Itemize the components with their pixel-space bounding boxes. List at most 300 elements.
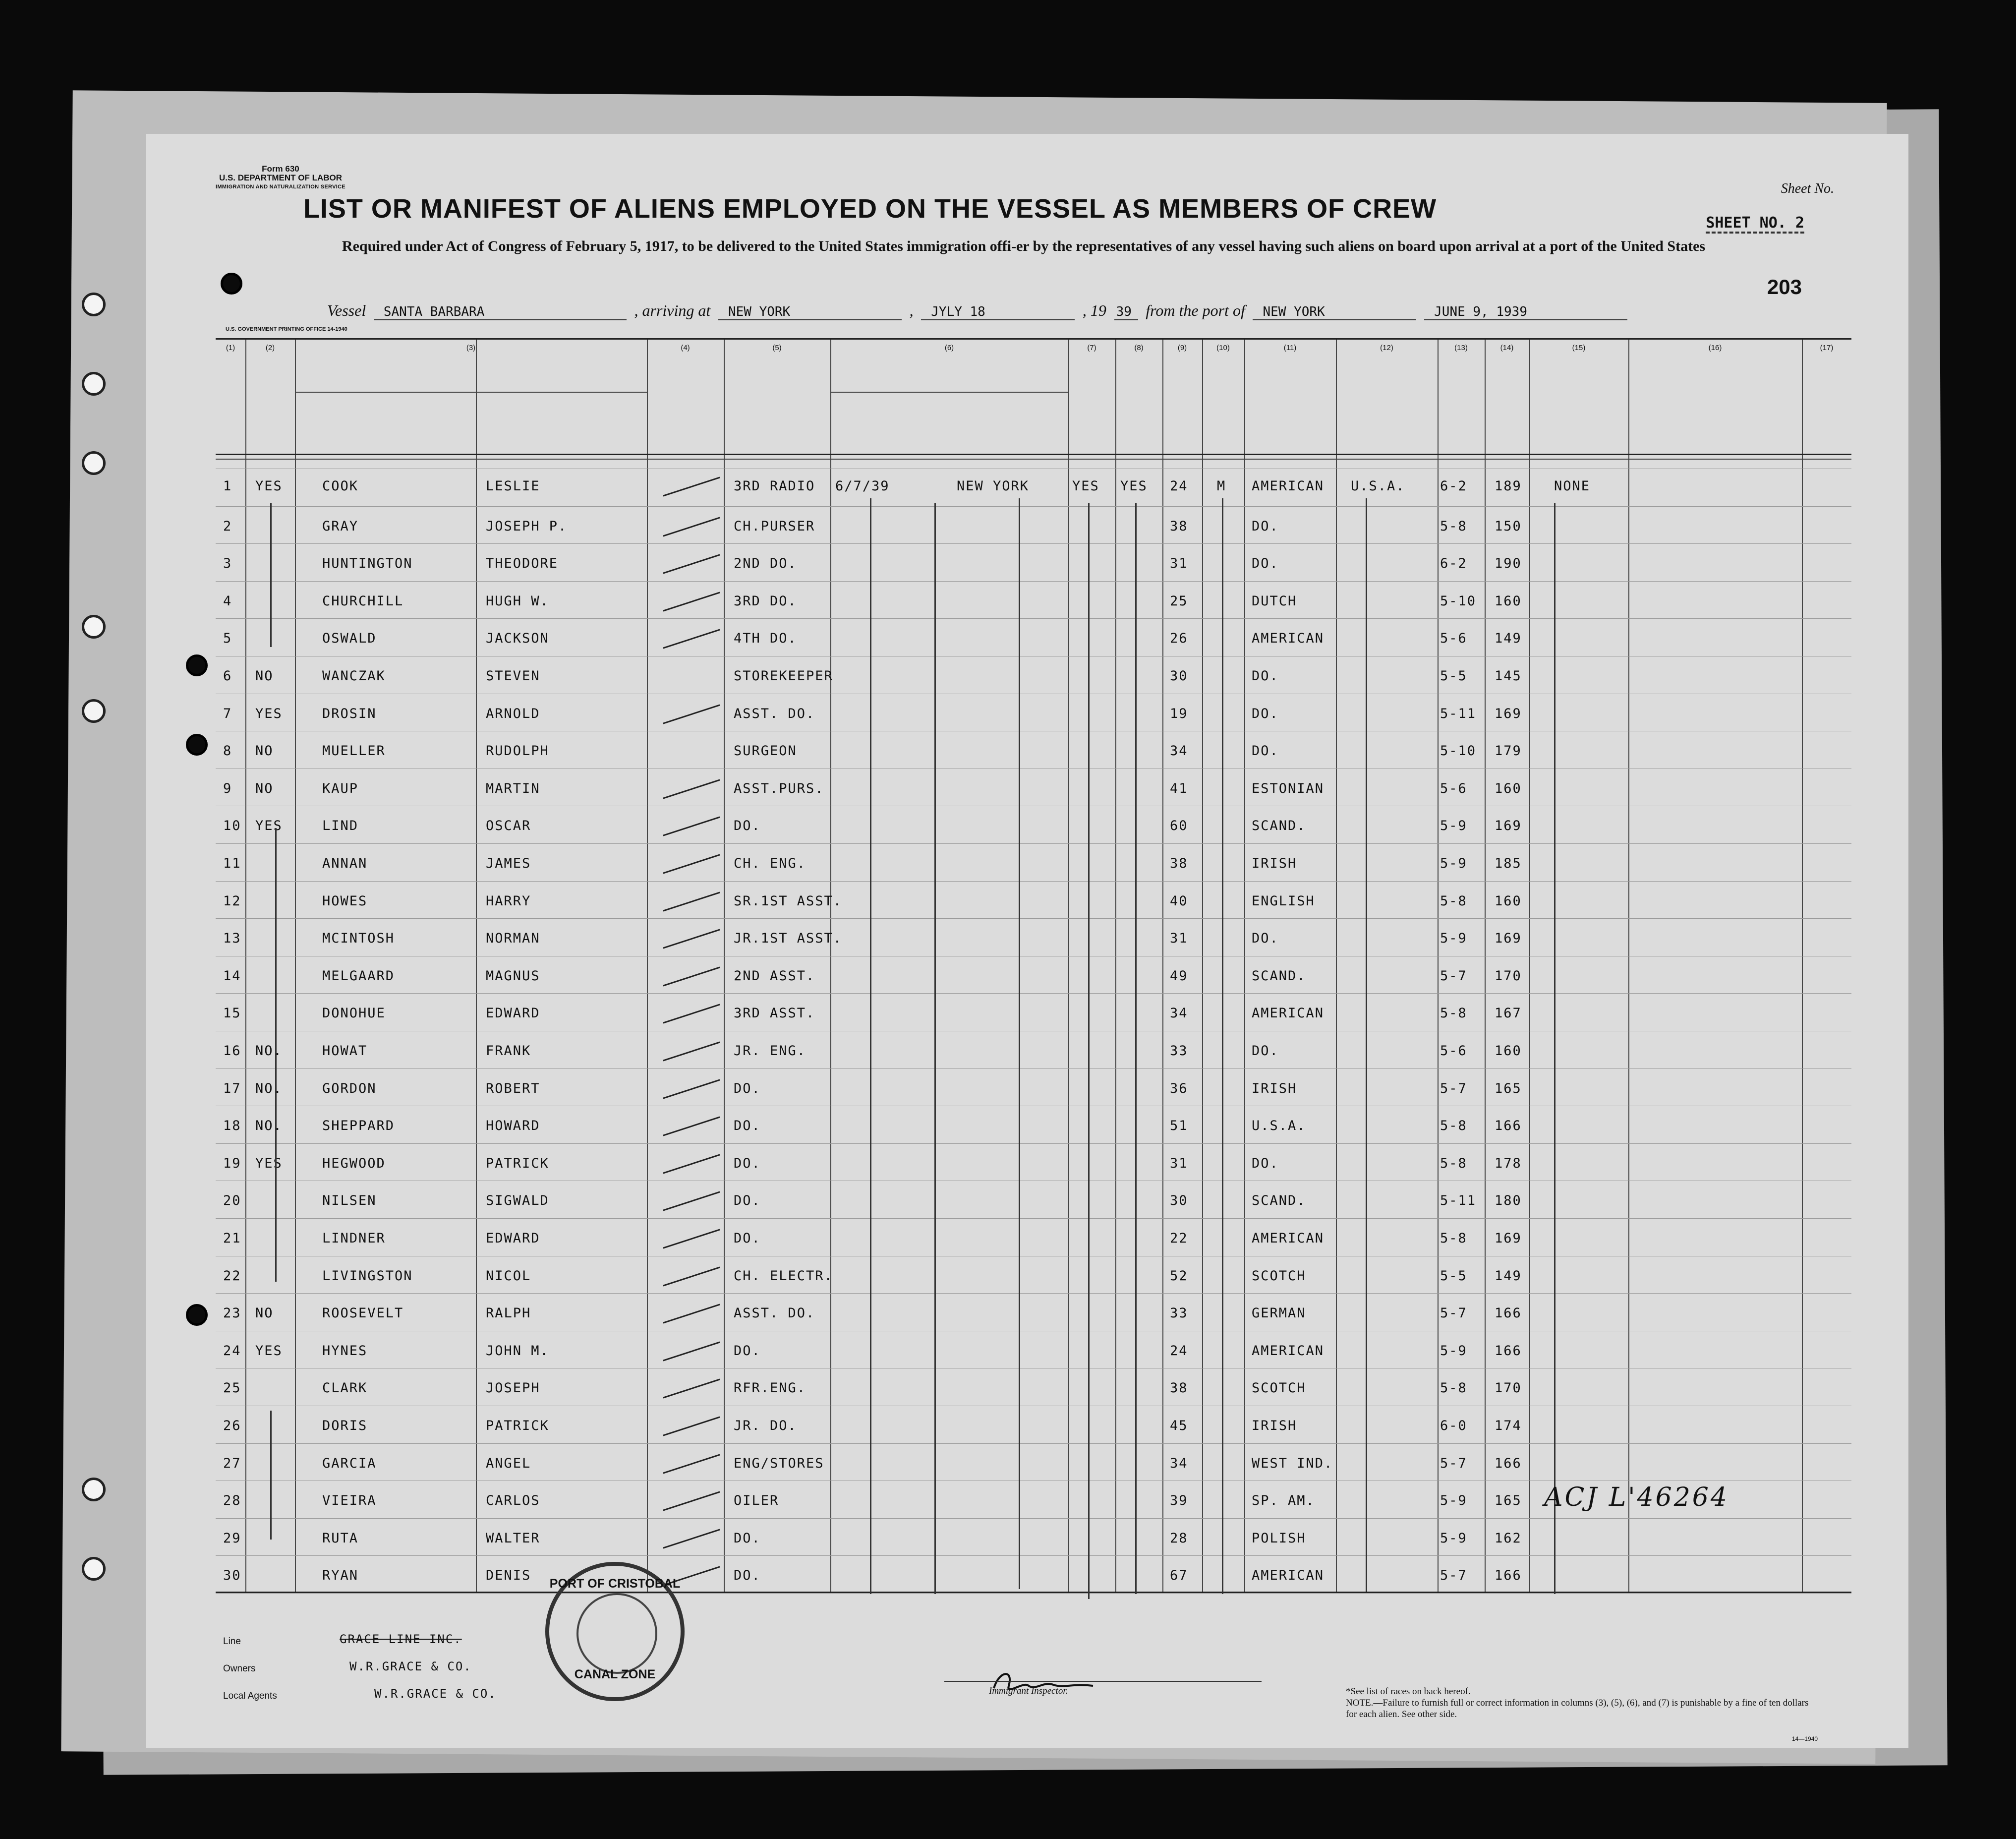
- inspector-label: Immigrant Inspector.: [989, 1686, 1068, 1696]
- column-rule: [1438, 340, 1439, 1592]
- stamp-top-text: PORT OF CRISTOBAL: [549, 1577, 681, 1591]
- cell-family-name: WANCZAK: [322, 668, 386, 684]
- cell-height: 5-7: [1440, 1568, 1467, 1584]
- cell-given-name: EDWARD: [486, 1006, 540, 1021]
- cell-age: 31: [1170, 556, 1188, 572]
- cell-able-to-read: YES: [1120, 478, 1148, 494]
- cell-age: 34: [1170, 1006, 1188, 1021]
- cell-race: ESTONIAN: [1252, 780, 1325, 796]
- service-checkmark: [663, 1042, 720, 1062]
- service-checkmark: [663, 1341, 720, 1361]
- cell-height: 5-9: [1440, 1493, 1467, 1509]
- column-rule: [830, 340, 831, 1592]
- cell-position: ASST.PURS.: [734, 780, 824, 796]
- row-rule: [216, 506, 1851, 507]
- column-rule: [1068, 340, 1069, 1592]
- cell-row-number: 5: [223, 631, 232, 647]
- cell-given-name: LESLIE: [486, 478, 540, 494]
- cell-race: AMERICAN: [1252, 1231, 1325, 1246]
- row-rule: [216, 881, 1851, 882]
- cell-family-name: LIVINGSTON: [322, 1268, 413, 1284]
- cell-weight: 169: [1495, 931, 1522, 947]
- column-rule: [476, 340, 477, 1592]
- cell-previous-voyage: NO: [255, 743, 274, 759]
- sheet-number: SHEET NO. 2: [1706, 214, 1804, 234]
- cell-race: AMERICAN: [1252, 631, 1325, 647]
- cell-previous-voyage: YES: [255, 706, 283, 721]
- cell-race: SP. AM.: [1252, 1493, 1315, 1509]
- cell-family-name: RYAN: [322, 1568, 359, 1584]
- crew-table: [216, 338, 1851, 1593]
- column-number: (15): [1572, 344, 1586, 352]
- arrival-year: 39: [1114, 304, 1138, 320]
- service-checkmark: [663, 554, 720, 574]
- cell-shipped-when: 6/7/39: [835, 478, 890, 494]
- cell-position: CH.PURSER: [734, 518, 815, 534]
- cell-race: DO.: [1252, 743, 1279, 759]
- manifest-page: [146, 134, 1908, 1748]
- cell-age: 41: [1170, 780, 1188, 796]
- cell-row-number: 18: [223, 1118, 241, 1134]
- cell-height: 5-8: [1440, 1380, 1467, 1396]
- year-label: , 19: [1082, 301, 1106, 319]
- punch-hole: [82, 1478, 106, 1501]
- cell-given-name: JOHN M.: [486, 1343, 549, 1359]
- form-number: Form 630: [262, 164, 299, 174]
- cell-row-number: 3: [223, 556, 232, 572]
- cell-age: 19: [1170, 706, 1188, 721]
- cell-family-name: GRAY: [322, 518, 359, 534]
- column-rule: [724, 340, 725, 1592]
- cell-position: JR. DO.: [734, 1418, 797, 1433]
- cell-weight: 170: [1495, 1380, 1522, 1396]
- cell-weight: 166: [1495, 1568, 1522, 1584]
- cell-age: 26: [1170, 631, 1188, 647]
- page-subtitle: Required under Act of Congress of February 5, 1917, to be delivered to the United States immigration offi-er by the representatives of any vessel having such aliens on board upon arrival at a port of the United States: [342, 238, 1706, 254]
- line-label: Line: [223, 1636, 241, 1647]
- cell-height: 5-8: [1440, 1231, 1467, 1246]
- column-number: (13): [1454, 344, 1468, 352]
- footnote-races: *See list of races on back hereof.: [1346, 1686, 1471, 1697]
- row-rule: [216, 581, 1851, 582]
- cell-given-name: ANGEL: [486, 1455, 531, 1471]
- column-number: (4): [681, 344, 690, 352]
- cell-given-name: PATRICK: [486, 1155, 549, 1171]
- cell-height: 5-7: [1440, 1080, 1467, 1096]
- cell-age: 34: [1170, 743, 1188, 759]
- cell-family-name: GARCIA: [322, 1455, 377, 1471]
- punch-hole: [82, 1557, 106, 1581]
- cell-race: SCAND.: [1252, 1193, 1306, 1209]
- cell-position: DO.: [734, 1568, 761, 1584]
- column-number: (1): [226, 344, 235, 352]
- cell-previous-voyage: NO: [255, 780, 274, 796]
- cell-race: AMERICAN: [1252, 1343, 1325, 1359]
- service: IMMIGRATION AND NATURALIZATION SERVICE: [216, 184, 346, 190]
- cell-row-number: 8: [223, 743, 232, 759]
- cell-family-name: MCINTOSH: [322, 931, 395, 947]
- cell-row-number: 13: [223, 931, 241, 947]
- cell-family-name: VIEIRA: [322, 1493, 377, 1509]
- corner-code: 14—1940: [1792, 1735, 1818, 1742]
- cell-row-number: 20: [223, 1193, 241, 1209]
- cell-previous-voyage: NO.: [255, 1080, 283, 1096]
- cell-weight: 169: [1495, 1231, 1522, 1246]
- cell-race: DO.: [1252, 556, 1279, 572]
- agents-value: W.R.GRACE & CO.: [374, 1687, 497, 1701]
- cell-given-name: ARNOLD: [486, 706, 540, 721]
- cell-row-number: 16: [223, 1043, 241, 1059]
- cell-race: DO.: [1252, 706, 1279, 721]
- footnotes: [1346, 1686, 1822, 1720]
- cell-row-number: 10: [223, 818, 241, 834]
- cell-family-name: DROSIN: [322, 706, 377, 721]
- header-rule: [216, 454, 1851, 455]
- cell-height: 5-5: [1440, 1268, 1467, 1284]
- cell-height: 5-7: [1440, 1455, 1467, 1471]
- cell-row-number: 26: [223, 1418, 241, 1433]
- cell-height: 5-10: [1440, 743, 1477, 759]
- cell-race: IRISH: [1252, 856, 1297, 871]
- cell-position: OILER: [734, 1493, 779, 1509]
- cell-age: 30: [1170, 1193, 1188, 1209]
- cell-position: CH. ELECTR.: [734, 1268, 833, 1284]
- cell-row-number: 28: [223, 1493, 241, 1509]
- cell-given-name: FRANK: [486, 1043, 531, 1059]
- punch-hole: [82, 699, 106, 723]
- cell-height: 5-8: [1440, 518, 1467, 534]
- owners-value: W.R.GRACE & CO.: [349, 1660, 472, 1673]
- cell-position: SR.1ST ASST.: [734, 893, 843, 909]
- cell-previous-voyage: YES: [255, 478, 283, 494]
- cell-position: DO.: [734, 818, 761, 834]
- cell-row-number: 29: [223, 1530, 241, 1546]
- cell-given-name: JAMES: [486, 856, 531, 871]
- cell-height: 5-6: [1440, 780, 1467, 796]
- cell-family-name: DONOHUE: [322, 1006, 386, 1021]
- row-rule: [216, 843, 1851, 844]
- departure-port: NEW YORK: [1253, 304, 1416, 320]
- ditto-mark: [1088, 503, 1090, 1599]
- cell-position: 2ND ASST.: [734, 968, 815, 984]
- cell-weight: 145: [1495, 668, 1522, 684]
- column-rule: [1485, 340, 1486, 1592]
- row-rule: [216, 1068, 1851, 1069]
- ditto-mark: [1135, 503, 1137, 1594]
- cell-given-name: MARTIN: [486, 780, 540, 796]
- service-checkmark: [663, 854, 720, 874]
- agents-label: Local Agents: [223, 1691, 277, 1701]
- cell-weight: 165: [1495, 1080, 1522, 1096]
- column-number: (8): [1134, 344, 1144, 352]
- service-checkmark: [663, 1417, 720, 1436]
- cell-race: SCAND.: [1252, 968, 1306, 984]
- cell-age: 38: [1170, 1380, 1188, 1396]
- service-checkmark: [663, 966, 720, 986]
- column-rule: [1628, 340, 1629, 1592]
- cell-height: 5-10: [1440, 593, 1477, 609]
- cell-family-name: NILSEN: [322, 1193, 377, 1209]
- cell-family-name: LIND: [322, 818, 359, 834]
- name-subrule: [295, 392, 647, 393]
- cell-race: WEST IND.: [1252, 1455, 1333, 1471]
- cell-given-name: DENIS: [486, 1568, 531, 1584]
- cell-weight: 185: [1495, 856, 1522, 871]
- cell-position: 3RD ASST.: [734, 1006, 815, 1021]
- vessel-line: Vessel SANTA BARBARA , arriving at NEW YORK , JYLY 18 , 19 39 from the port of NEW YORK JUNE 9, 1939: [327, 301, 1627, 320]
- cell-age: 31: [1170, 931, 1188, 947]
- service-checkmark: [663, 1454, 720, 1474]
- row-rule: [216, 1443, 1851, 1444]
- column-number: (11): [1283, 344, 1297, 352]
- cell-height: 6-2: [1440, 556, 1467, 572]
- cell-sex: M: [1217, 478, 1226, 494]
- cell-weight: 190: [1495, 556, 1522, 572]
- column-rule: [295, 340, 296, 1592]
- cell-height: 5-9: [1440, 1343, 1467, 1359]
- cell-age: 34: [1170, 1455, 1188, 1471]
- ditto-mark: [275, 828, 277, 1282]
- cell-weight: 160: [1495, 1043, 1522, 1059]
- cell-weight: 169: [1495, 818, 1522, 834]
- cell-position: DO.: [734, 1118, 761, 1134]
- service-checkmark: [663, 1191, 720, 1211]
- cell-weight: 180: [1495, 1193, 1522, 1209]
- column-number: (10): [1216, 344, 1230, 352]
- cell-row-number: 19: [223, 1155, 241, 1171]
- cell-height: 5-8: [1440, 893, 1467, 909]
- cell-race: IRISH: [1252, 1080, 1297, 1096]
- cell-age: 38: [1170, 856, 1188, 871]
- cell-family-name: HEGWOOD: [322, 1155, 386, 1171]
- cell-race: U.S.A.: [1252, 1118, 1306, 1134]
- cell-position: JR.1ST ASST.: [734, 931, 843, 947]
- cell-position: 3RD RADIO: [734, 478, 815, 494]
- cell-given-name: SIGWALD: [486, 1193, 549, 1209]
- cell-row-number: 7: [223, 706, 232, 721]
- ditto-mark: [1366, 498, 1367, 1592]
- header-rule: [216, 459, 1851, 460]
- service-checkmark: [663, 477, 720, 497]
- cell-family-name: KAUP: [322, 780, 359, 796]
- service-checkmark: [663, 1079, 720, 1099]
- cell-race: IRISH: [1252, 1418, 1297, 1433]
- cell-position: RFR.ENG.: [734, 1380, 806, 1396]
- column-rule: [1802, 340, 1803, 1592]
- service-checkmark: [663, 1491, 720, 1511]
- cell-row-number: 24: [223, 1343, 241, 1359]
- cell-family-name: MUELLER: [322, 743, 386, 759]
- cell-age: 67: [1170, 1568, 1188, 1584]
- cell-position: DO.: [734, 1155, 761, 1171]
- cell-family-name: GORDON: [322, 1080, 377, 1096]
- cell-age: 31: [1170, 1155, 1188, 1171]
- cell-race: SCOTCH: [1252, 1268, 1306, 1284]
- service-checkmark: [663, 1004, 720, 1024]
- cell-position: 4TH DO.: [734, 631, 797, 647]
- cell-age: 22: [1170, 1231, 1188, 1246]
- cell-given-name: HOWARD: [486, 1118, 540, 1134]
- cell-position: 2ND DO.: [734, 556, 797, 572]
- service-checkmark: [663, 1154, 720, 1174]
- cell-height: 5-8: [1440, 1006, 1467, 1021]
- cell-race: AMERICAN: [1252, 1006, 1325, 1021]
- cell-height: 6-2: [1440, 478, 1467, 494]
- owners-label: Owners: [223, 1663, 256, 1674]
- cell-given-name: ROBERT: [486, 1080, 540, 1096]
- cell-given-name: OSCAR: [486, 818, 531, 834]
- cell-family-name: ROOSEVELT: [322, 1305, 404, 1321]
- column-rule: [647, 340, 648, 1592]
- cell-position: DO.: [734, 1530, 761, 1546]
- cell-height: 5-11: [1440, 1193, 1477, 1209]
- departure-date: JUNE 9, 1939: [1424, 304, 1627, 320]
- arriving-label: , arriving at: [634, 301, 711, 319]
- column-number: (6): [944, 344, 954, 352]
- ditto-mark: [934, 503, 936, 1594]
- ditto-mark: [1019, 498, 1020, 1589]
- cell-family-name: MELGAARD: [322, 968, 395, 984]
- service-checkmark: [663, 592, 720, 611]
- cell-row-number: 11: [223, 856, 241, 871]
- cell-position: SURGEON: [734, 743, 797, 759]
- handwritten-number: ACJ L'46264: [1544, 1483, 1729, 1512]
- printer-line: U.S. GOVERNMENT PRINTING OFFICE 14-1940: [226, 326, 347, 332]
- punch-hole: [82, 615, 106, 639]
- column-rule: [1529, 340, 1530, 1592]
- service-checkmark: [663, 517, 720, 536]
- cell-age: 36: [1170, 1080, 1188, 1096]
- service-checkmark: [663, 891, 720, 911]
- cell-race: SCAND.: [1252, 818, 1306, 834]
- cell-weight: 174: [1495, 1418, 1522, 1433]
- cell-to-be-discharged: YES: [1072, 478, 1099, 494]
- page-title: LIST OR MANIFEST OF ALIENS EMPLOYED ON THE VESSEL AS MEMBERS OF CREW: [303, 194, 1437, 224]
- cell-race: GERMAN: [1252, 1305, 1306, 1321]
- stamp-inner-ring: [576, 1593, 657, 1674]
- service-checkmark: [663, 1529, 720, 1548]
- cell-weight: 149: [1495, 631, 1522, 647]
- cell-family-name: SHEPPARD: [322, 1118, 395, 1134]
- row-rule: [216, 1518, 1851, 1519]
- cell-position: 3RD DO.: [734, 593, 797, 609]
- column-number: (3): [466, 344, 476, 352]
- cell-row-number: 21: [223, 1231, 241, 1246]
- cell-given-name: EDWARD: [486, 1231, 540, 1246]
- cell-height: 5-9: [1440, 818, 1467, 834]
- ditto-mark: [270, 503, 272, 647]
- cell-given-name: HUGH W.: [486, 593, 549, 609]
- cell-race: DO.: [1252, 1043, 1279, 1059]
- column-rule: [1244, 340, 1245, 1592]
- cell-row-number: 22: [223, 1268, 241, 1284]
- row-rule: [216, 1218, 1851, 1219]
- sheet-label: Sheet No.: [1781, 181, 1834, 196]
- cell-height: 5-9: [1440, 931, 1467, 947]
- cell-given-name: NICOL: [486, 1268, 531, 1284]
- column-number: (17): [1820, 344, 1834, 352]
- cell-weight: 165: [1495, 1493, 1522, 1509]
- cell-age: 24: [1170, 478, 1188, 494]
- cell-height: 5-7: [1440, 968, 1467, 984]
- arrival-date: JYLY 18: [921, 304, 1075, 320]
- cell-height: 6-0: [1440, 1418, 1467, 1433]
- cell-weight: 160: [1495, 593, 1522, 609]
- page-number: 203: [1767, 275, 1802, 298]
- cell-weight: 178: [1495, 1155, 1522, 1171]
- ditto-mark: [870, 498, 871, 1594]
- cell-height: 5-6: [1440, 631, 1467, 647]
- cell-previous-voyage: NO: [255, 668, 274, 684]
- cell-weight: 179: [1495, 743, 1522, 759]
- cell-row-number: 6: [223, 668, 232, 684]
- cell-previous-voyage: YES: [255, 1343, 283, 1359]
- ditto-mark: [1554, 503, 1555, 1594]
- row-rule: [216, 918, 1851, 919]
- cell-family-name: HOWES: [322, 893, 368, 909]
- cell-weight: 169: [1495, 706, 1522, 721]
- cell-given-name: RUDOLPH: [486, 743, 549, 759]
- cell-row-number: 23: [223, 1305, 241, 1321]
- row-rule: [216, 1293, 1851, 1294]
- cell-height: 5-6: [1440, 1043, 1467, 1059]
- cell-previous-voyage: NO.: [255, 1118, 283, 1134]
- form-identifier: [216, 165, 346, 191]
- cell-weight: 170: [1495, 968, 1522, 984]
- cell-position: DO.: [734, 1080, 761, 1096]
- column-number: (2): [265, 344, 275, 352]
- cell-row-number: 9: [223, 780, 232, 796]
- column-number: (16): [1708, 344, 1722, 352]
- cell-family-name: DORIS: [322, 1418, 368, 1433]
- cell-weight: 160: [1495, 780, 1522, 796]
- cell-position: JR. ENG.: [734, 1043, 806, 1059]
- cell-age: 24: [1170, 1343, 1188, 1359]
- service-checkmark: [663, 1229, 720, 1249]
- punch-hole: [82, 372, 106, 396]
- cell-family-name: HYNES: [322, 1343, 368, 1359]
- column-number: (12): [1380, 344, 1393, 352]
- cell-previous-voyage: NO: [255, 1305, 274, 1321]
- row-rule: [216, 618, 1851, 619]
- cell-given-name: JOSEPH: [486, 1380, 540, 1396]
- row-rule: [216, 543, 1851, 544]
- cell-race: POLISH: [1252, 1530, 1306, 1546]
- punch-hole: [82, 451, 106, 475]
- column-rule: [1162, 340, 1163, 1592]
- cell-weight: 162: [1495, 1530, 1522, 1546]
- cell-age: 28: [1170, 1530, 1188, 1546]
- cell-family-name: RUTA: [322, 1530, 359, 1546]
- cell-shipped-where: NEW YORK: [957, 478, 1030, 494]
- cell-race: AMERICAN: [1252, 1568, 1325, 1584]
- cell-previous-voyage: NO.: [255, 1043, 283, 1059]
- cell-age: 33: [1170, 1305, 1188, 1321]
- cell-position: ASST. DO.: [734, 1305, 815, 1321]
- cell-physical-marks: NONE: [1554, 478, 1591, 494]
- row-rule: [216, 1593, 1851, 1594]
- cell-given-name: STEVEN: [486, 668, 540, 684]
- cell-age: 39: [1170, 1493, 1188, 1509]
- binding-hole: [221, 273, 242, 295]
- cell-weight: 167: [1495, 1006, 1522, 1021]
- cell-family-name: CHURCHILL: [322, 593, 404, 609]
- stamp-bottom-text: CANAL ZONE: [574, 1667, 656, 1681]
- cell-height: 5-7: [1440, 1305, 1467, 1321]
- cell-row-number: 1: [223, 478, 232, 494]
- column-number: (14): [1500, 344, 1514, 352]
- cell-given-name: RALPH: [486, 1305, 531, 1321]
